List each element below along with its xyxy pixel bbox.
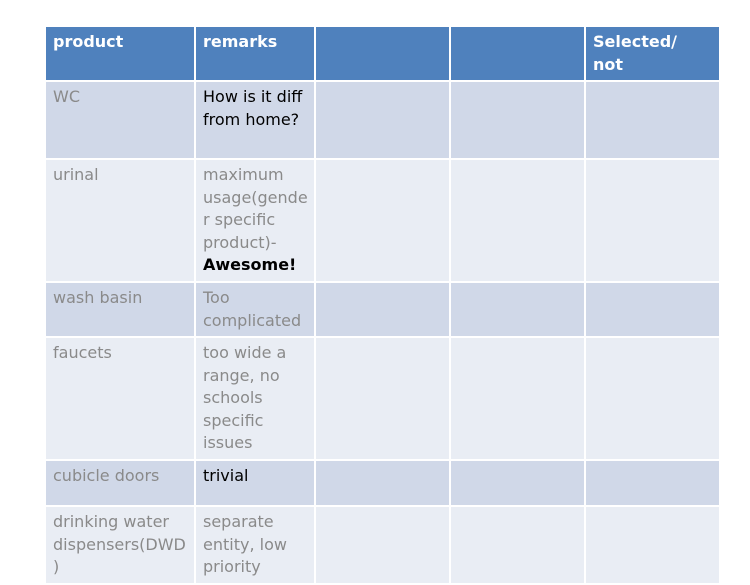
cell-remarks: How is it diff from home?	[195, 81, 315, 159]
cell-empty	[315, 460, 450, 506]
remarks-emphasis: Awesome!	[203, 255, 297, 274]
cell-product: urinal	[45, 159, 195, 282]
product-remarks-table	[44, 25, 721, 585]
header-empty-4	[450, 26, 585, 81]
cell-product: wash basin	[45, 282, 195, 337]
header-product: product	[45, 26, 195, 81]
table-row	[45, 159, 720, 282]
cell-remarks: Too complicated	[195, 282, 315, 337]
cell-selected	[585, 337, 720, 460]
cell-remarks: separate entity, low priority	[195, 506, 315, 584]
cell-selected	[585, 159, 720, 282]
cell-remarks: too wide a range, no schools specific issues	[195, 337, 315, 460]
cell-product: cubicle doors	[45, 460, 195, 506]
cell-empty	[450, 506, 585, 584]
cell-empty	[450, 460, 585, 506]
table-row	[45, 337, 720, 460]
cell-empty	[450, 159, 585, 282]
cell-selected	[585, 81, 720, 159]
cell-remarks	[195, 159, 315, 282]
header-remarks: remarks	[195, 26, 315, 81]
table-row	[45, 460, 720, 506]
cell-selected	[585, 282, 720, 337]
table-row	[45, 282, 720, 337]
cell-selected	[585, 460, 720, 506]
cell-empty	[315, 81, 450, 159]
cell-empty	[450, 337, 585, 460]
header-selected: Selected/ not	[585, 26, 720, 81]
cell-empty	[315, 337, 450, 460]
cell-empty	[315, 506, 450, 584]
cell-empty	[315, 159, 450, 282]
remarks-text: maximum usage(gender specific product)-	[203, 165, 308, 252]
cell-product: WC	[45, 81, 195, 159]
cell-empty	[450, 81, 585, 159]
table-row	[45, 81, 720, 159]
cell-selected	[585, 506, 720, 584]
cell-product: faucets	[45, 337, 195, 460]
cell-empty	[450, 282, 585, 337]
header-empty-3	[315, 26, 450, 81]
cell-product: drinking water dispensers(DWD)	[45, 506, 195, 584]
cell-empty	[315, 282, 450, 337]
table-header-row	[45, 26, 720, 81]
cell-remarks: trivial	[195, 460, 315, 506]
table-row	[45, 506, 720, 584]
